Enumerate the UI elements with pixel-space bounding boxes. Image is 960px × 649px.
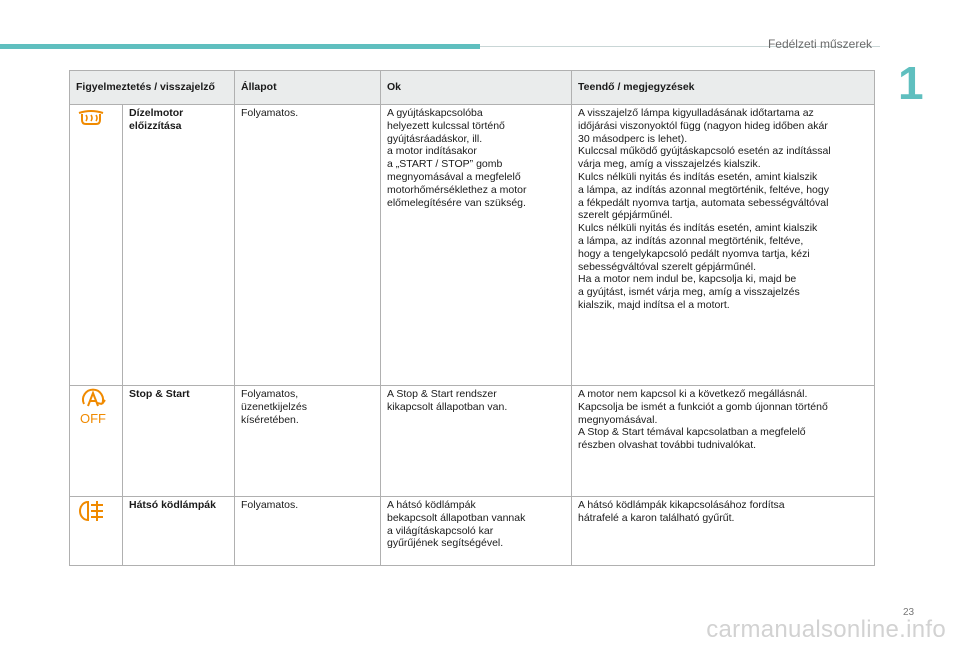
warning-cause <box>381 497 572 566</box>
text-line: Kulccsal működő gyújtáskapcsoló esetén az indítással <box>578 145 831 158</box>
warning-state: Folyamatos. <box>235 497 381 566</box>
text-line: A hátsó ködlámpák kikapcsolásához fordítsa <box>578 499 785 511</box>
table-row <box>70 386 875 497</box>
text-line: gyújtásráadáskor, ill. <box>387 132 483 145</box>
text-line: a lámpa, az indítás azonnal megtörténik, feltéve, hogy <box>578 183 829 196</box>
text-line: A motor nem kapcsol ki a következő megállásnál. <box>578 388 808 400</box>
text-line: motorhőmérséklethez a motor <box>387 183 527 196</box>
text-line: sebességváltóval szerelt gépjárműnél. <box>578 260 757 273</box>
text-line: üzenetkijelzés <box>241 400 307 413</box>
watermark: carmanualsonline.info <box>706 616 946 643</box>
warning-state <box>235 386 381 497</box>
text-line: Kapcsolja be ismét a funkciót a gomb újonnan történő <box>578 400 828 413</box>
page-number: 23 <box>903 607 915 618</box>
header-state: Állapot <box>235 71 381 105</box>
text-line: a motor indításakor <box>387 145 477 158</box>
text-line: részben olvashat további tudnivalókat. <box>578 439 757 452</box>
header-action: Teendő / megjegyzések <box>572 71 875 105</box>
warning-action <box>572 497 875 566</box>
warning-cause <box>381 386 572 497</box>
glow-plug-icon <box>76 118 106 130</box>
text-line: gyűrűjének segítségével. <box>387 537 504 550</box>
text-line: A Stop & Start témával kapcsolatban a megfelelő <box>578 426 806 439</box>
warning-cause <box>381 105 572 386</box>
warning-lights-table <box>69 70 875 566</box>
text-line: Ha a motor nem indul be, kapcsolja ki, majd be <box>578 273 797 286</box>
text-line: helyezett kulcssal történő <box>387 119 505 132</box>
stop-start-off-icon <box>76 411 110 429</box>
text-line: előmelegítésére van szükség. <box>387 196 526 209</box>
text-line: időjárási viszonyoktól függ (nagyon hideg időben akár <box>578 119 828 132</box>
text-line: megnyomásával a megfelelő <box>387 170 521 183</box>
warning-action <box>572 105 875 386</box>
text-line: bekapcsolt állapotban vannak <box>387 511 526 524</box>
text-line: hátrafelé a karon található gyűrűt. <box>578 511 735 524</box>
text-line: szerelt gépjárműnél. <box>578 209 673 222</box>
text-line: megnyomásával. <box>578 413 658 426</box>
warning-name: Dízelmotor előizzítása <box>123 105 235 386</box>
warning-name: Hátsó ködlámpák <box>123 497 235 566</box>
rear-fog-light-icon <box>76 514 106 526</box>
text-line: A visszajelző lámpa kigyulladásának időtartama az <box>578 107 814 119</box>
table-row <box>70 105 875 386</box>
text-line: a „START / STOP” gomb <box>387 158 503 171</box>
warning-action <box>572 386 875 497</box>
text-line: 30 másodperc is lehet). <box>578 132 688 145</box>
text-line: kikapcsolt állapotban van. <box>387 400 508 413</box>
text-line: kíséretében. <box>241 413 299 426</box>
text-line: hogy a tengelykapcsoló pedált nyomva tartja, kézi <box>578 247 810 260</box>
table-header-row <box>70 71 875 105</box>
text-line: Kulcs nélküli nyitás és indítás esetén, amint kialszik <box>578 170 818 183</box>
text-line: a gyújtást, ismét várja meg, amíg a visszajelzés <box>578 286 800 299</box>
text-line: kialszik, majd indítsa el a motort. <box>578 298 730 311</box>
header-cause: Ok <box>381 71 572 105</box>
text-line: a lámpa, az indítás azonnal megtörténik, feltéve, <box>578 234 804 247</box>
section-title: Fedélzeti műszerek <box>767 37 872 51</box>
header-warning: Figyelmeztetés / visszajelző <box>70 71 235 105</box>
table-row <box>70 497 875 566</box>
text-line: A Stop & Start rendszer <box>387 388 497 400</box>
chapter-number: 1 <box>898 57 924 109</box>
text-line: Folyamatos, <box>241 388 299 400</box>
text-line: Kulcs nélküli nyitás és indítás esetén, amint kialszik <box>578 222 818 235</box>
text-line: a fékpedált nyomva tartja, automata sebességváltóval <box>578 196 829 209</box>
text-line: a világításkapcsoló kar <box>387 524 494 537</box>
text-line: A hátsó ködlámpák <box>387 499 476 511</box>
off-label: OFF <box>80 411 106 426</box>
text-line: várja meg, amíg a visszajelzés kialszik. <box>578 158 761 171</box>
header-accent-bar <box>0 44 480 49</box>
text-line: A gyújtáskapcsolóba <box>387 107 483 119</box>
warning-name: Stop & Start <box>123 386 235 497</box>
warning-state: Folyamatos. <box>235 105 381 386</box>
